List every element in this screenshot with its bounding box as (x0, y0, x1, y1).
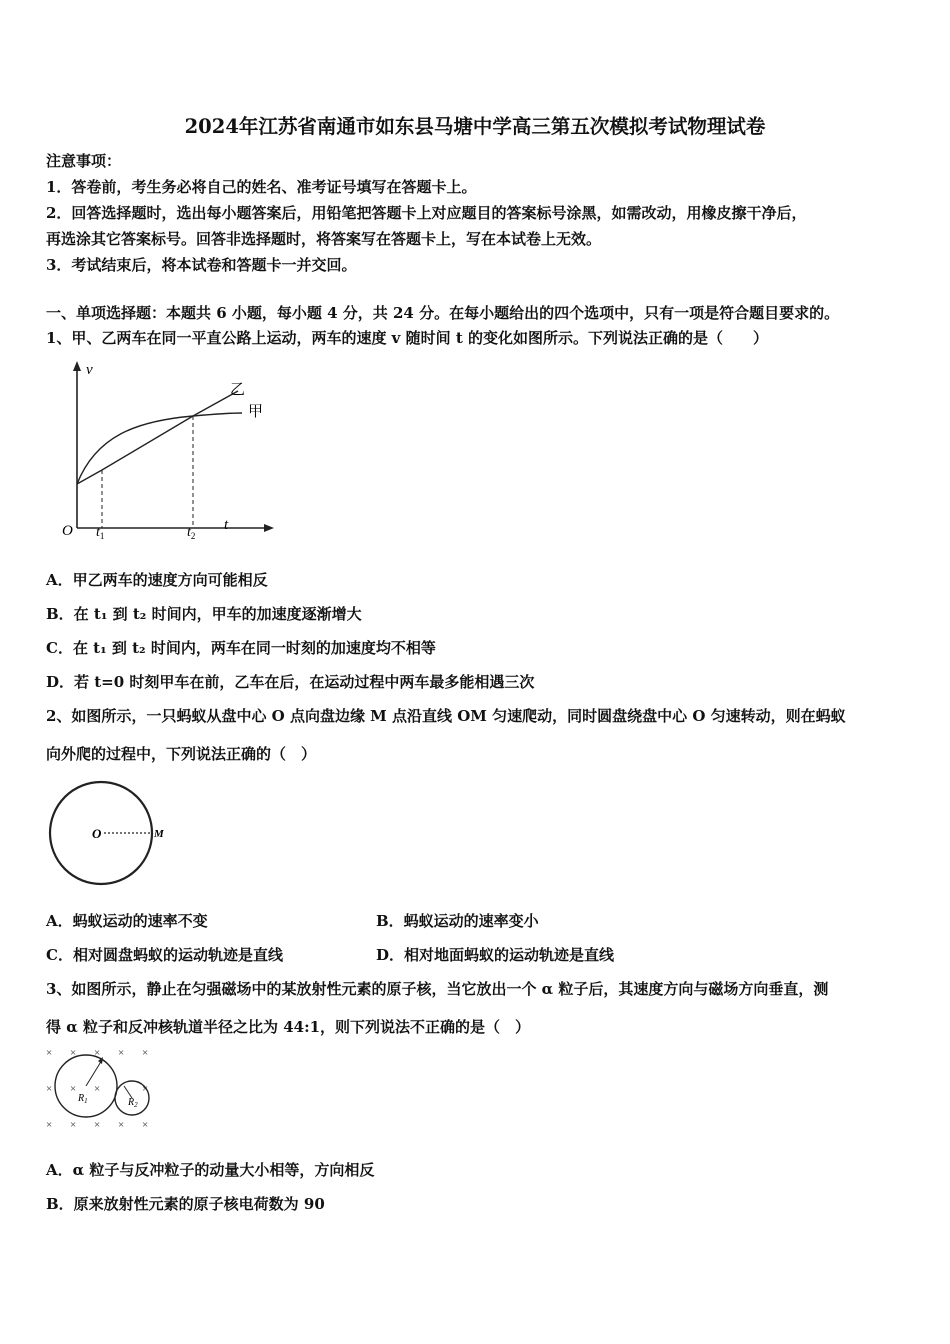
v-axis-label: v (86, 362, 93, 378)
question-2-stem-cont: 向外爬的过程中，下列说法正确的（ ） (46, 745, 317, 763)
svg-text:×: × (118, 1119, 125, 1131)
question-2-stem: 2、如图所示，一只蚂蚁从盘中心 O 点向盘边缘 M 点沿直线 OM 匀速爬动，同时圆盘绕盘中心 O 匀速转动，则在蚂蚁 (46, 707, 846, 725)
svg-text:×: × (46, 1047, 53, 1059)
y-axis-arrow (73, 361, 81, 371)
notice-item: 3．考试结束后，将本试卷和答题卡一并交回。 (46, 256, 357, 274)
section-heading: 一、单项选择题：本题共 6 小题，每小题 4 分，共 24 分。在每小题给出的四个选项中，只有一项是符合题目要求的。 (46, 304, 840, 322)
q2-option-a: A．蚂蚁运动的速率不变 (46, 912, 208, 930)
t2-label: $t_2$ (187, 525, 196, 541)
curve-yi (77, 391, 238, 484)
q1-option-c: C．在 t₁ 到 t₂ 时间内，两车在同一时刻的加速度均不相等 (46, 639, 436, 657)
curve-yi-label: 乙 (230, 382, 246, 398)
x-axis-arrow (264, 524, 274, 532)
q2-disk-figure (46, 778, 176, 890)
question-1-stem: 1、甲、乙两车在同一平直公路上运动，两车的速度 v 随时间 t 的变化如图所示。下列说法正确的是（ ） (46, 329, 768, 347)
q1-option-b: B．在 t₁ 到 t₂ 时间内，甲车的加速度逐渐增大 (46, 605, 362, 623)
svg-text:×: × (94, 1047, 101, 1059)
notice-item: 1．答卷前，考生务必将自己的姓名、准考证号填写在答题卡上。 (46, 178, 477, 196)
question-3-stem: 3、如图所示，静止在匀强磁场中的某放射性元素的原子核，当它放出一个 α 粒子后，其速度方向与磁场方向垂直，测 (46, 980, 829, 998)
q1-vt-graph (56, 356, 286, 546)
t-axis-label: t (224, 517, 229, 533)
notice-item: 再选涂其它答案标号。回答非选择题时，将答案写在答题卡上，写在本试卷上无效。 (46, 230, 602, 248)
svg-text:×: × (118, 1047, 125, 1059)
r2-label: $R_2$ (128, 1097, 138, 1109)
origin-label: O (62, 523, 73, 539)
svg-text:×: × (142, 1083, 149, 1095)
question-3-stem-cont: 得 α 粒子和反冲核轨道半径之比为 44:1，则下列说法不正确的是（ ） (46, 1018, 531, 1036)
q1-option-a: A．甲乙两车的速度方向可能相反 (46, 571, 268, 589)
page-title: 2024年江苏省南通市如东县马塘中学高三第五次模拟考试物理试卷 (184, 115, 766, 138)
r1-label: $R_1$ (78, 1093, 88, 1105)
svg-text:×: × (94, 1119, 101, 1131)
svg-text:×: × (46, 1083, 53, 1095)
t1-label: $t_1$ (96, 525, 105, 541)
svg-text:×: × (142, 1119, 149, 1131)
notice-item: 2．回答选择题时，选出每小题答案后，用铅笔把答题卡上对应题目的答案标号涂黑，如需改动，用橡皮擦干净后， (46, 204, 807, 222)
edge-label: M (154, 828, 164, 840)
q3-option-b: B．原来放射性元素的原子核电荷数为 90 (46, 1195, 325, 1213)
svg-text:×: × (70, 1083, 77, 1095)
q1-option-d: D．若 t=0 时刻甲车在前，乙车在后，在运动过程中两车最多能相遇三次 (46, 673, 535, 691)
curve-jia-label: 甲 (248, 404, 264, 420)
q3-field-figure (40, 1042, 170, 1134)
svg-text:×: × (70, 1119, 77, 1131)
q2-option-b: B．蚂蚁运动的速率变小 (376, 912, 539, 930)
q3-option-a: A．α 粒子与反冲粒子的动量大小相等，方向相反 (46, 1161, 375, 1179)
q2-option-d: D．相对地面蚂蚁的运动轨迹是直线 (376, 946, 615, 964)
notice-heading: 注意事项： (46, 152, 122, 170)
center-label: O (92, 826, 102, 841)
svg-text:×: × (94, 1083, 101, 1095)
svg-text:×: × (142, 1047, 149, 1059)
svg-text:×: × (46, 1119, 53, 1131)
svg-text:×: × (70, 1047, 77, 1059)
magnetic-field-crosses (46, 1047, 148, 1131)
q2-option-c: C．相对圆盘蚂蚁的运动轨迹是直线 (46, 946, 283, 964)
